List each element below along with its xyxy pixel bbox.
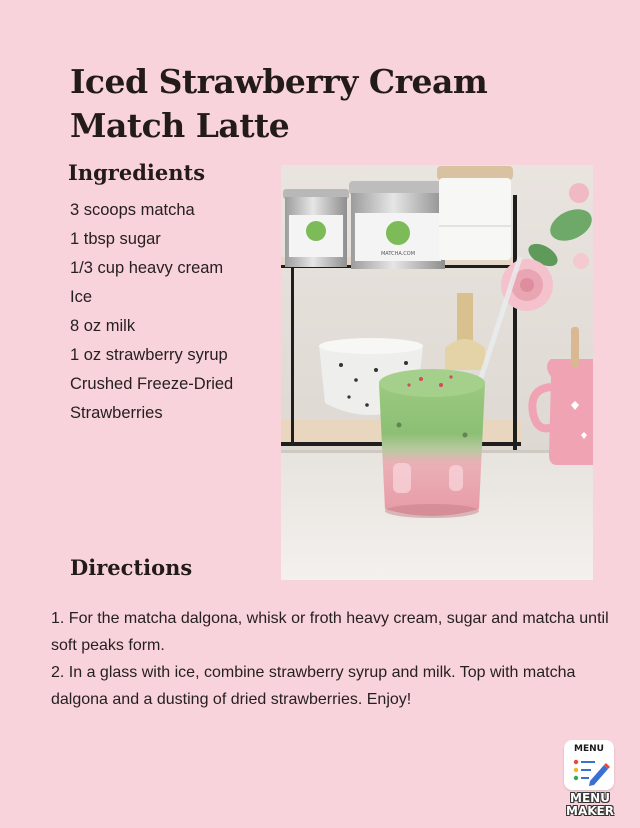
logo-card	[564, 740, 614, 790]
tin-label-text: MATCHA.COM	[380, 251, 416, 257]
directions-list	[51, 605, 611, 713]
recipe-title-line-1: Iced Strawberry Cream	[70, 62, 488, 101]
logo-word-menu: MENU	[570, 791, 610, 805]
ingredient-item: 1/3 cup heavy cream	[70, 259, 224, 277]
ingredient-item: 3 scoops matcha	[70, 201, 195, 219]
ingredient-item: 1 tbsp sugar	[70, 230, 161, 248]
latte-photo	[281, 165, 593, 580]
ingredient-item: Ice	[70, 288, 93, 306]
direction-step: 1. For the matcha dalgona, whisk or froth heavy cream, sugar and matcha until soft peaks form.	[51, 610, 609, 654]
checklist-pencil-icon	[564, 740, 614, 790]
ingredients-heading: Ingredients	[68, 160, 206, 185]
matcha-tin-small	[283, 189, 349, 267]
white-canister	[437, 166, 513, 260]
matcha-tin-large	[349, 181, 447, 269]
logo-card-label: MENU	[574, 744, 604, 754]
recipe-title-line-2: Match Latte	[70, 106, 290, 145]
ingredient-item: Crushed Freeze-Dried	[70, 375, 234, 393]
directions-heading: Directions	[70, 555, 193, 580]
ingredient-item: 1 oz strawberry syrup	[70, 346, 228, 364]
ingredients-list	[70, 196, 280, 428]
logo-wordmark	[558, 792, 622, 818]
menu-maker-logo	[558, 740, 622, 822]
logo-word-maker: MAKER	[566, 804, 614, 818]
ingredient-item: Strawberries	[70, 404, 163, 422]
recipe-title	[70, 60, 590, 148]
latte-glass	[379, 369, 485, 518]
direction-step: 2. In a glass with ice, combine strawberry syrup and milk. Top with matcha dalgona and a dusting of dried strawberries. Enjoy!	[51, 664, 576, 708]
ingredient-item: 8 oz milk	[70, 317, 136, 335]
